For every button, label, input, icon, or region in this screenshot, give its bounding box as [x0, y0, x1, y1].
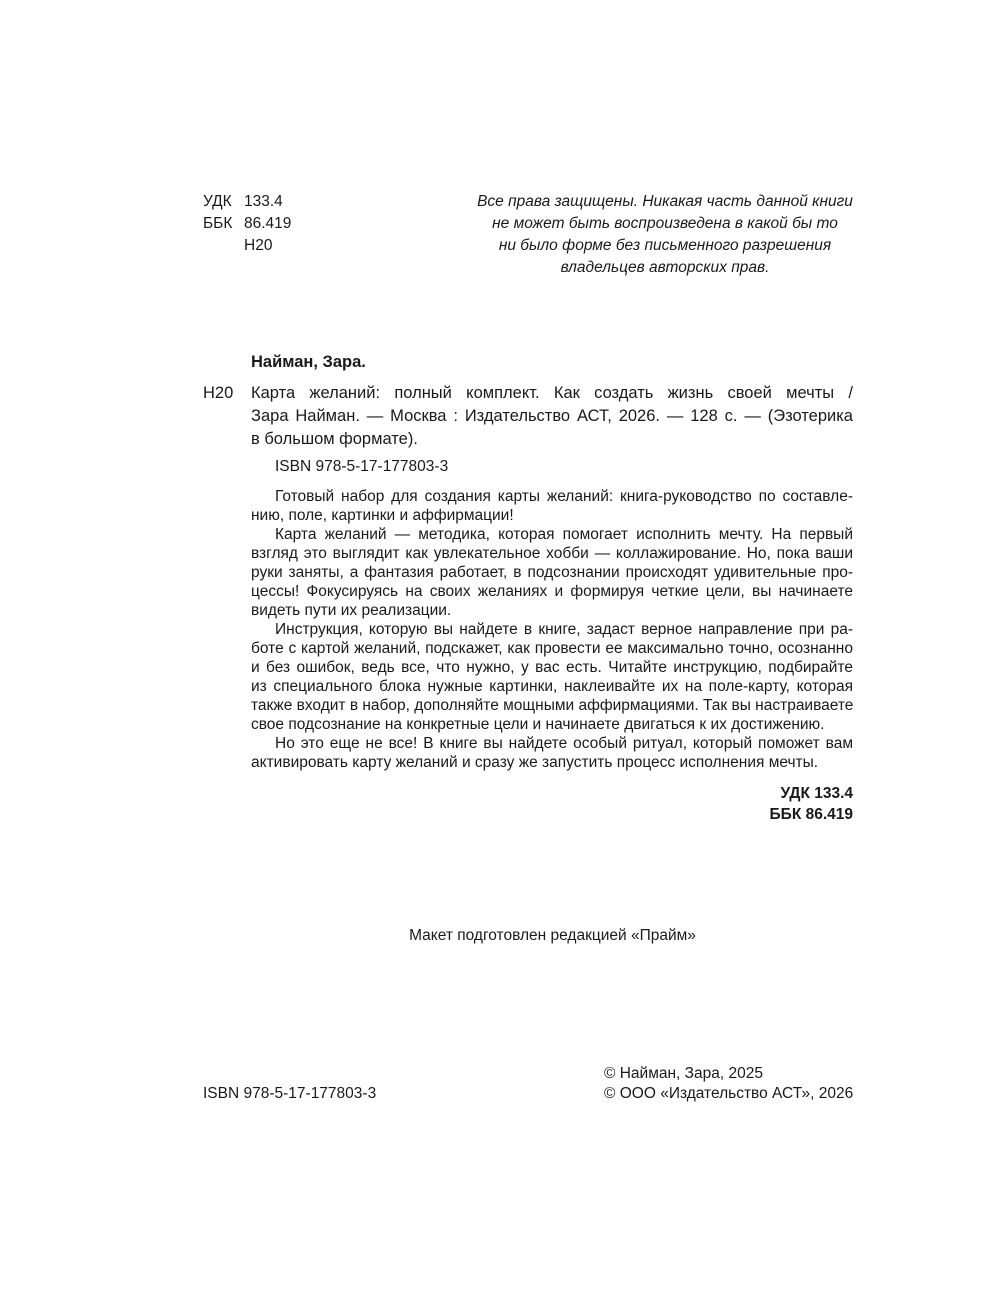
udk-code: УДК 133.4	[780, 785, 853, 802]
annotation-line: взгляд это выглядит как увлекательное хобби — коллажирование. Но, пока ваши	[251, 545, 853, 562]
annotation-line: руки заняты, а фантазия работает, в подсознании происходят удивительные про-	[251, 564, 853, 581]
rights-line: ни было форме без письменного разрешения	[498, 237, 832, 254]
biblio-line: Зара Найман. — Москва : Издательство АСТ, 2026. — 128 с. — (Эзотерика	[251, 407, 853, 425]
bbk-value: 86.419	[244, 215, 292, 232]
cutter-row	[203, 235, 323, 257]
annotation-line: свое подсознание на конкретные цели и начинаете двигаться к их достижению.	[251, 716, 825, 733]
copyright-block	[604, 1064, 853, 1104]
udk-label: УДК	[203, 193, 232, 210]
annotation-line: цессы! Фокусируясь на своих желаниях и формируя четкие цели, вы начинаете	[251, 583, 853, 600]
annotation-line: Карта желаний — методика, которая помогает исполнить мечту. На первый	[275, 526, 853, 543]
udk-value: 133.4	[244, 193, 283, 210]
cutter-mark: Н20	[203, 384, 234, 402]
annotation	[251, 487, 853, 772]
rights-line: не может быть воспроизведена в какой бы то	[492, 215, 838, 232]
copyright-line: © Найман, Зара, 2025	[604, 1065, 763, 1082]
biblio-line: Карта желаний: полный комплект. Как создать жизнь своей мечты /	[251, 384, 853, 402]
rights-line: Все права защищены. Никакая часть данной книги	[477, 193, 853, 210]
isbn-footer: ISBN 978-5-17-177803-3	[203, 1085, 377, 1102]
annotation-line: также входит в набор, дополняйте мощными аффирмациями. Так вы настраиваете	[251, 697, 854, 714]
classification-codes	[700, 783, 853, 825]
annotation-line: Инструкция, которую вы найдете в книге, задаст верное направление при ра-	[275, 621, 853, 638]
annotation-line: активировать карту желаний и сразу же запустить процесс исполнения мечты.	[251, 754, 819, 771]
rights-notice	[470, 191, 860, 279]
annotation-line: Готовый набор для создания карты желаний: книга-руководство по составле-	[275, 488, 853, 505]
annotation-line: боте с картой желаний, подскажет, как провести ее максимально точно, осознанно	[251, 640, 853, 657]
isbn-main: ISBN 978-5-17-177803-3	[275, 458, 449, 475]
annotation-line: и без ошибок, ведь все, что нужно, у вас есть. Читайте инструкцию, подбирайте	[251, 659, 853, 676]
annotation-line: видеть пути их реализации.	[251, 602, 452, 619]
bbk-label: ББК	[203, 215, 233, 232]
bbk-row	[203, 213, 323, 235]
annotation-line: нию, поле, картинки и аффирмации!	[251, 507, 514, 524]
prepared-by: Макет подготовлен редакцией «Прайм»	[409, 927, 696, 944]
bibliographic-entry	[251, 382, 853, 451]
copyright-line: © ООО «Издательство АСТ», 2026	[604, 1085, 854, 1102]
rights-line: владельцев авторских прав.	[560, 259, 770, 276]
author-heading: Найман, Зара.	[251, 353, 366, 371]
annotation-line: Но это еще не все! В книге вы найдете особый ритуал, который поможет вам	[275, 735, 853, 752]
annotation-line: из специального блока нужные картинки, наклеивайте их на поле-карту, которая	[251, 678, 853, 695]
biblio-line: в большом формате).	[251, 430, 418, 448]
cutter-value: Н20	[244, 237, 273, 254]
classification-block	[203, 191, 323, 257]
udk-row	[203, 191, 323, 213]
bbk-code: ББК 86.419	[769, 806, 853, 823]
